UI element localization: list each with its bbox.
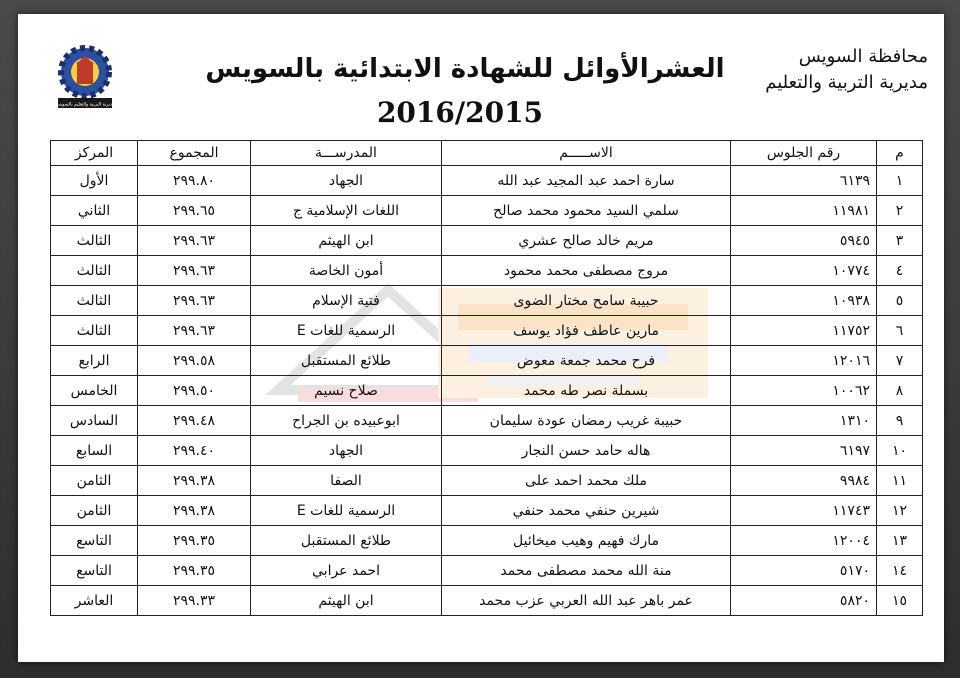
school-name-cell: الجهاد <box>251 166 442 196</box>
student-name-cell: شيرين حنفي محمد حنفي <box>442 496 731 526</box>
school-name-cell: صلاح نسيم <box>251 376 442 406</box>
table-row <box>51 376 923 406</box>
school-name-cell: اللغات الإسلامية ج <box>251 196 442 226</box>
rank-cell: الخامس <box>51 376 138 406</box>
rank-cell: الثالث <box>51 226 138 256</box>
seat-number-cell: ١٠٧٧٤ <box>731 256 877 286</box>
student-name-cell: سلمي السيد محمود محمد صالح <box>442 196 731 226</box>
row-number-cell: ٨ <box>877 376 923 406</box>
row-number-cell: ١٢ <box>877 496 923 526</box>
seat-number-cell: ٥٨٢٠ <box>731 586 877 616</box>
column-header-rank: المركز <box>51 141 138 166</box>
total-score-cell: ٢٩٩.٣٣ <box>138 586 251 616</box>
rank-cell: الأول <box>51 166 138 196</box>
student-name-cell: منة الله محمد مصطفى محمد <box>442 556 731 586</box>
school-name-cell: الرسمية للغات E <box>251 496 442 526</box>
directorate-name: مديرية التربية والتعليم <box>765 72 928 93</box>
row-number-cell: ٣ <box>877 226 923 256</box>
column-header-seat: رقم الجلوس <box>731 141 877 166</box>
table-row <box>51 586 923 616</box>
table-row <box>51 406 923 436</box>
total-score-cell: ٢٩٩.٤٨ <box>138 406 251 436</box>
rank-cell: السابع <box>51 436 138 466</box>
row-number-cell: ١٥ <box>877 586 923 616</box>
table-row <box>51 286 923 316</box>
school-name-cell: طلائع المستقبل <box>251 346 442 376</box>
seat-number-cell: ١٢٠٠٤ <box>731 526 877 556</box>
results-table <box>50 140 923 616</box>
total-score-cell: ٢٩٩.٦٣ <box>138 316 251 346</box>
row-number-cell: ٥ <box>877 286 923 316</box>
school-name-cell: الصفا <box>251 466 442 496</box>
school-name-cell: ابن الهيثم <box>251 226 442 256</box>
student-name-cell: حبيبة سامح مختار الضوى <box>442 286 731 316</box>
rank-cell: الثالث <box>51 316 138 346</box>
school-name-cell: الرسمية للغات E <box>251 316 442 346</box>
student-name-cell: مريم خالد صالح عشري <box>442 226 731 256</box>
column-header-total: المجموع <box>138 141 251 166</box>
column-header-school: المدرســـة <box>251 141 442 166</box>
seat-number-cell: ١٠٠٦٢ <box>731 376 877 406</box>
column-header-num: م <box>877 141 923 166</box>
rank-cell: السادس <box>51 406 138 436</box>
school-name-cell: الجهاد <box>251 436 442 466</box>
student-name-cell: فرح محمد جمعة معوض <box>442 346 731 376</box>
total-score-cell: ٢٩٩.٣٥ <box>138 556 251 586</box>
seat-number-cell: ١١٧٤٣ <box>731 496 877 526</box>
academic-year: 2016/2015 <box>376 96 544 129</box>
total-score-cell: ٢٩٩.٥٠ <box>138 376 251 406</box>
total-score-cell: ٢٩٩.٨٠ <box>138 166 251 196</box>
total-score-cell: ٢٩٩.٣٥ <box>138 526 251 556</box>
page-title: العشرالأوائل للشهادة الابتدائية بالسويس <box>205 54 725 84</box>
school-name-cell: طلائع المستقبل <box>251 526 442 556</box>
table-row <box>51 466 923 496</box>
student-name-cell: مارين عاطف فؤاد يوسف <box>442 316 731 346</box>
table-row <box>51 556 923 586</box>
rank-cell: الثامن <box>51 466 138 496</box>
table-row <box>51 496 923 526</box>
student-name-cell: ملك محمد احمد على <box>442 466 731 496</box>
total-score-cell: ٢٩٩.٣٨ <box>138 496 251 526</box>
rank-cell: الثامن <box>51 496 138 526</box>
seat-number-cell: ٩٩٨٤ <box>731 466 877 496</box>
total-score-cell: ٢٩٩.٦٣ <box>138 256 251 286</box>
seat-number-cell: ٥١٧٠ <box>731 556 877 586</box>
row-number-cell: ١٣ <box>877 526 923 556</box>
table-row <box>51 196 923 226</box>
seat-number-cell: ١٣١٠ <box>731 406 877 436</box>
student-name-cell: حبيبة غريب رمضان عودة سليمان <box>442 406 731 436</box>
seat-number-cell: ٦١٣٩ <box>731 166 877 196</box>
seat-number-cell: ٦١٩٧ <box>731 436 877 466</box>
rank-cell: الثالث <box>51 286 138 316</box>
row-number-cell: ١ <box>877 166 923 196</box>
directorate-logo <box>50 42 120 112</box>
school-name-cell: ابن الهيثم <box>251 586 442 616</box>
table-header-row <box>51 141 923 166</box>
rank-cell: التاسع <box>51 556 138 586</box>
student-name-cell: بسملة نصر طه محمد <box>442 376 731 406</box>
total-score-cell: ٢٩٩.٥٨ <box>138 346 251 376</box>
student-name-cell: سارة احمد عبد المجيد عبد الله <box>442 166 731 196</box>
school-name-cell: احمد عرابي <box>251 556 442 586</box>
school-name-cell: أمون الخاصة <box>251 256 442 286</box>
row-number-cell: ٤ <box>877 256 923 286</box>
seat-number-cell: ١٢٠١٦ <box>731 346 877 376</box>
row-number-cell: ١٤ <box>877 556 923 586</box>
governorate-name: محافظة السويس <box>798 46 928 67</box>
table-row <box>51 346 923 376</box>
table-row <box>51 526 923 556</box>
table-row <box>51 256 923 286</box>
row-number-cell: ٧ <box>877 346 923 376</box>
table-row <box>51 316 923 346</box>
rank-cell: الثاني <box>51 196 138 226</box>
seat-number-cell: ١٠٩٣٨ <box>731 286 877 316</box>
table-row <box>51 166 923 196</box>
seat-number-cell: ٥٩٤٥ <box>731 226 877 256</box>
table-row <box>51 436 923 466</box>
seat-number-cell: ١١٧٥٢ <box>731 316 877 346</box>
column-header-name: الاســـــم <box>442 141 731 166</box>
student-name-cell: هاله حامد حسن النجار <box>442 436 731 466</box>
row-number-cell: ٢ <box>877 196 923 226</box>
organization-header <box>765 44 928 96</box>
school-name-cell: ابوعبيده بن الجراح <box>251 406 442 436</box>
school-name-cell: فتية الإسلام <box>251 286 442 316</box>
row-number-cell: ٩ <box>877 406 923 436</box>
student-name-cell: مارك فهيم وهيب ميخائيل <box>442 526 731 556</box>
rank-cell: الرابع <box>51 346 138 376</box>
rank-cell: التاسع <box>51 526 138 556</box>
total-score-cell: ٢٩٩.٦٣ <box>138 226 251 256</box>
row-number-cell: ١٠ <box>877 436 923 466</box>
row-number-cell: ٦ <box>877 316 923 346</box>
svg-text:مديرية التربية والتعليم بالسوي: مديرية التربية والتعليم بالسويس <box>55 102 115 108</box>
rank-cell: العاشر <box>51 586 138 616</box>
rank-cell: الثالث <box>51 256 138 286</box>
total-score-cell: ٢٩٩.٦٥ <box>138 196 251 226</box>
seat-number-cell: ١١٩٨١ <box>731 196 877 226</box>
row-number-cell: ١١ <box>877 466 923 496</box>
student-name-cell: عمر باهر عبد الله العربي عزب محمد <box>442 586 731 616</box>
total-score-cell: ٢٩٩.٦٣ <box>138 286 251 316</box>
total-score-cell: ٢٩٩.٣٨ <box>138 466 251 496</box>
student-name-cell: مروج مصطفى محمد محمود <box>442 256 731 286</box>
table-row <box>51 226 923 256</box>
total-score-cell: ٢٩٩.٤٠ <box>138 436 251 466</box>
